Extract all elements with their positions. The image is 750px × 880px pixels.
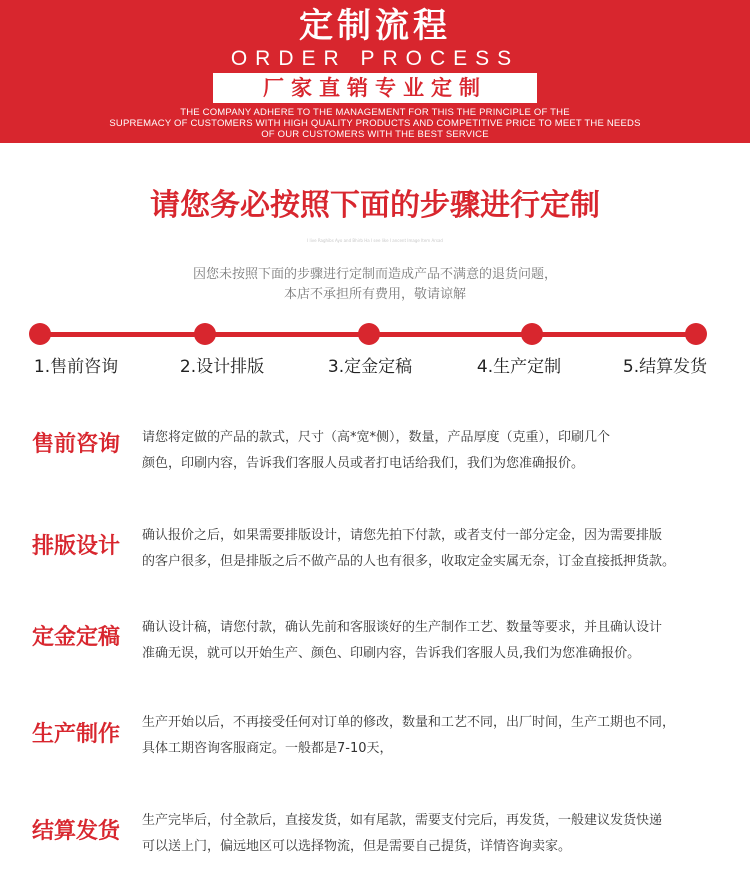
section-line: 的客户很多，但是排版之后不做产品的人也有很多，收取定金实属无奈，订金直接抵押货款。 xyxy=(142,554,676,569)
main-title: 请您务必按照下面的步骤进行定制 xyxy=(150,188,600,223)
section-text-presale xyxy=(142,425,720,477)
step-label-5: 5.结算发货 xyxy=(622,357,708,377)
section-text-production xyxy=(142,710,720,762)
section-line: 可以送上门，偏远地区可以选择物流，但是需要自己提货，详情咨询卖家。 xyxy=(142,839,572,854)
header-title: 定制流程 xyxy=(299,6,451,46)
step-label-3: 3.定金定稿 xyxy=(327,357,413,377)
section-line: 确认报价之后，如果需要排版设计，请您先拍下付款，或者支付一部分定金，因为需要排版 xyxy=(142,528,663,543)
notice-line: 本店不承担所有费用，敬请谅解 xyxy=(283,287,466,302)
step-dot-4 xyxy=(521,323,543,345)
section-line: 生产开始以后，不再接受任何对订单的修改，数量和工艺不同，出厂时间，生产工期也不同， xyxy=(142,715,676,730)
header-desc-line: OF OUR CUSTOMERS WITH THE BEST SERVICE xyxy=(261,129,489,140)
step-label-2: 2.设计排版 xyxy=(179,357,265,377)
section-line: 颜色，印刷内容，告诉我们客服人员或者打电话给我们，我们为您准确报价。 xyxy=(142,456,585,471)
section-text-settlement xyxy=(142,808,720,860)
section-title-settlement: 结算发货 xyxy=(32,819,121,844)
notice-text xyxy=(0,265,750,305)
section-title-production: 生产制作 xyxy=(32,722,121,747)
step-dot-2 xyxy=(194,323,216,345)
header-desc-line: SUPREMACY OF CUSTOMERS WITH HIGH QUALITY PRODUCTS AND COMPETITIVE PRICE TO MEET THE NEEDS xyxy=(109,118,641,129)
section-title-layout-design: 排版设计 xyxy=(32,534,121,559)
header-subtitle-en: ORDER PROCESS xyxy=(230,47,520,70)
section-text-layout-design xyxy=(142,523,720,575)
header-banner xyxy=(0,0,750,143)
header-description xyxy=(60,107,690,140)
step-dot-3 xyxy=(358,323,380,345)
section-title-presale: 售前咨询 xyxy=(32,432,121,457)
section-title-deposit: 定金定稿 xyxy=(32,625,121,650)
faint-line: I live Raghibs Ayo and Bhirb Ha I see like I ancent Image Item Arsad xyxy=(307,238,443,243)
step-label-1: 1.售前咨询 xyxy=(33,357,119,377)
section-line: 具体工期咨询客服商定。一般都是7-10天， xyxy=(142,741,393,756)
step-dot-1 xyxy=(29,323,51,345)
header-band-text: 厂家直销专业定制 xyxy=(213,73,537,103)
section-line: 生产完毕后，付全款后，直接发货，如有尾款，需要支付完后，再发货，一般建议发货快递 xyxy=(142,813,663,828)
step-label-4: 4.生产定制 xyxy=(476,357,562,377)
section-line: 确认设计稿，请您付款，确认先前和客服谈好的生产制作工艺、数量等要求，并且确认设计 xyxy=(142,620,663,635)
faint-decorative-text xyxy=(225,238,525,243)
step-dot-5 xyxy=(685,323,707,345)
section-text-deposit xyxy=(142,615,720,667)
header-desc-line: THE COMPANY ADHERE TO THE MANAGEMENT FOR THIS THE PRINCIPLE OF THE xyxy=(180,107,570,118)
notice-line: 因您未按照下面的步骤进行定制而造成产品不满意的退货问题， xyxy=(192,267,557,282)
section-line: 请您将定做的产品的款式，尺寸（高*宽*侧），数量，产品厚度（克重），印刷几个 xyxy=(142,430,611,445)
section-line: 准确无误，就可以开始生产、颜色、印刷内容，告诉我们客服人员,我们为您准确报价。 xyxy=(142,646,641,661)
